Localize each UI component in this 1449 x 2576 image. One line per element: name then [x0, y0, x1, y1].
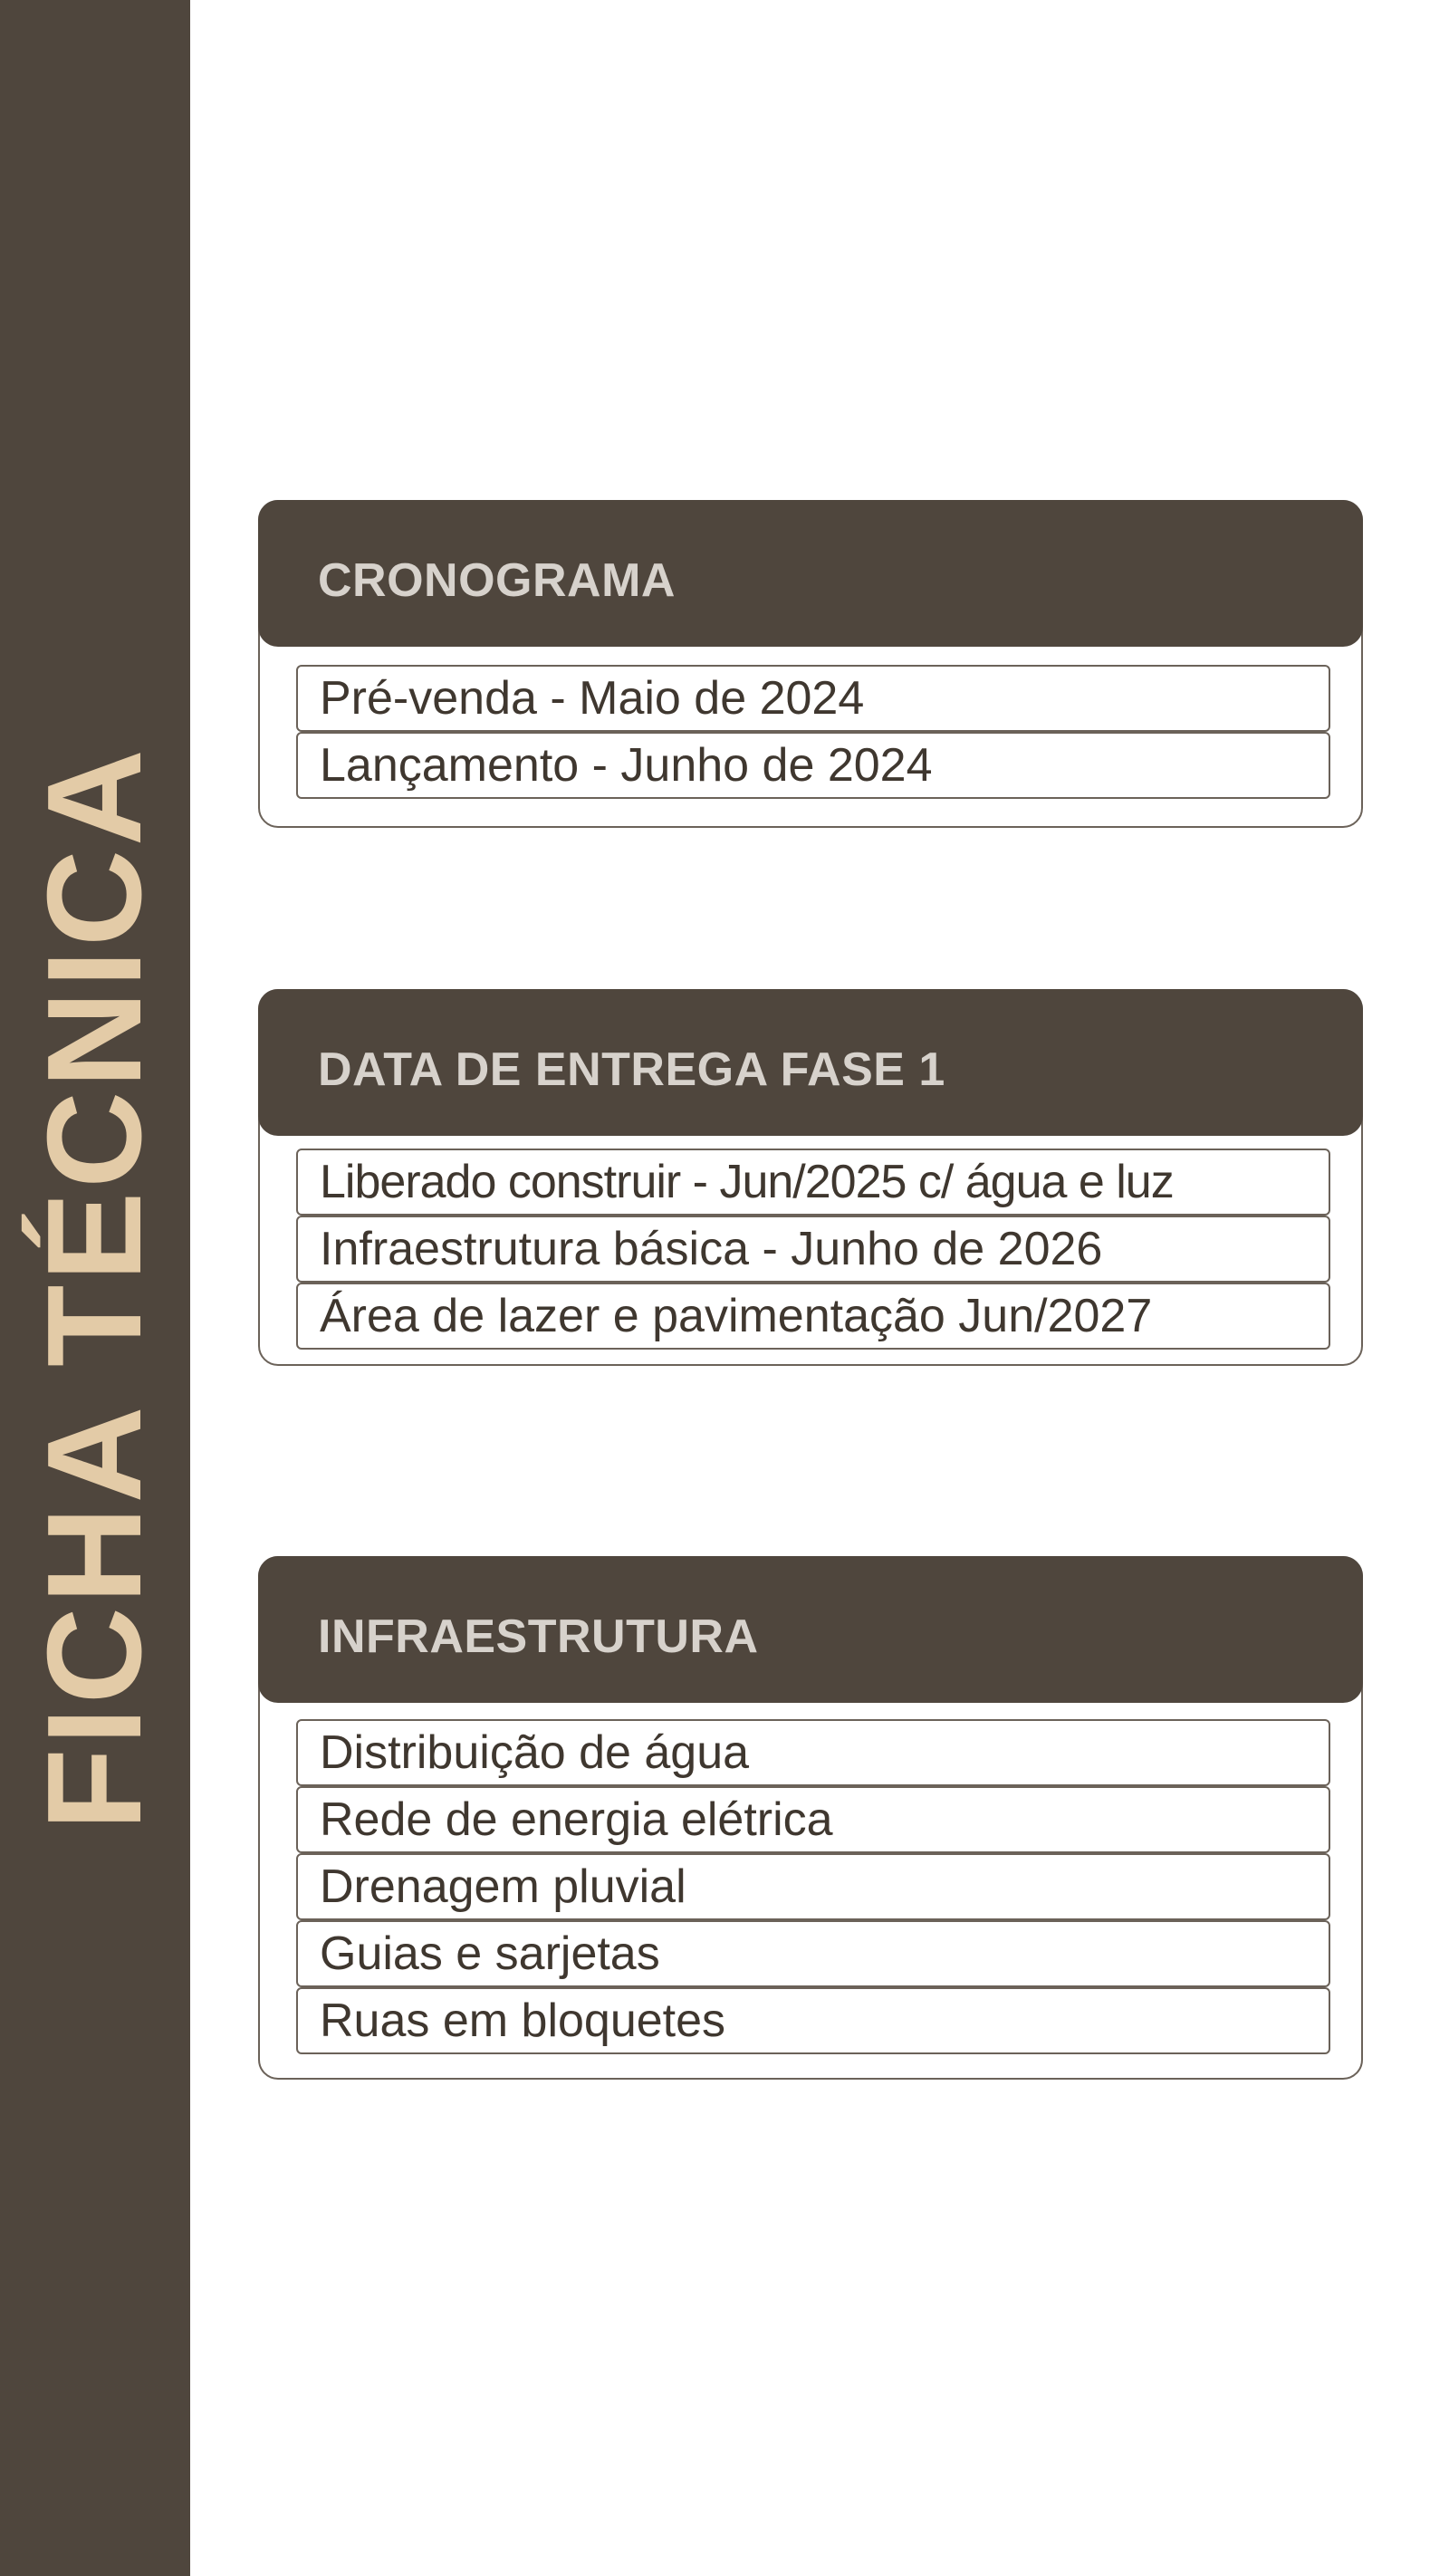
- list-item: Lançamento - Junho de 2024: [296, 732, 1330, 799]
- list-item: Infraestrutura básica - Junho de 2026: [296, 1216, 1330, 1283]
- section-header: [258, 1556, 1363, 1703]
- list-item: Pré-venda - Maio de 2024: [296, 665, 1330, 732]
- section-list: [296, 1719, 1330, 2054]
- list-item: Guias e sarjetas: [296, 1920, 1330, 1987]
- list-item: Área de lazer e pavimentação Jun/2027: [296, 1283, 1330, 1350]
- section-title: DATA DE ENTREGA FASE 1: [318, 1043, 945, 1096]
- section-header: [258, 500, 1363, 647]
- section-data-de-entrega: [258, 989, 1363, 1366]
- section-infraestrutura: [258, 1556, 1363, 2080]
- section-list: [296, 1149, 1330, 1350]
- page-title: FICHA TÉCNICA: [20, 745, 169, 1831]
- section-cronograma: [258, 500, 1363, 828]
- list-item: Drenagem pluvial: [296, 1853, 1330, 1920]
- section-title: CRONOGRAMA: [318, 554, 676, 607]
- list-item: Ruas em bloquetes: [296, 1987, 1330, 2054]
- list-item: Distribuição de água: [296, 1719, 1330, 1786]
- list-item: Rede de energia elétrica: [296, 1786, 1330, 1853]
- section-list: [296, 665, 1330, 799]
- section-header: [258, 989, 1363, 1136]
- sidebar: [0, 0, 190, 2576]
- section-title: INFRAESTRUTURA: [318, 1610, 759, 1663]
- list-item: Liberado construir - Jun/2025 c/ água e luz: [296, 1149, 1330, 1216]
